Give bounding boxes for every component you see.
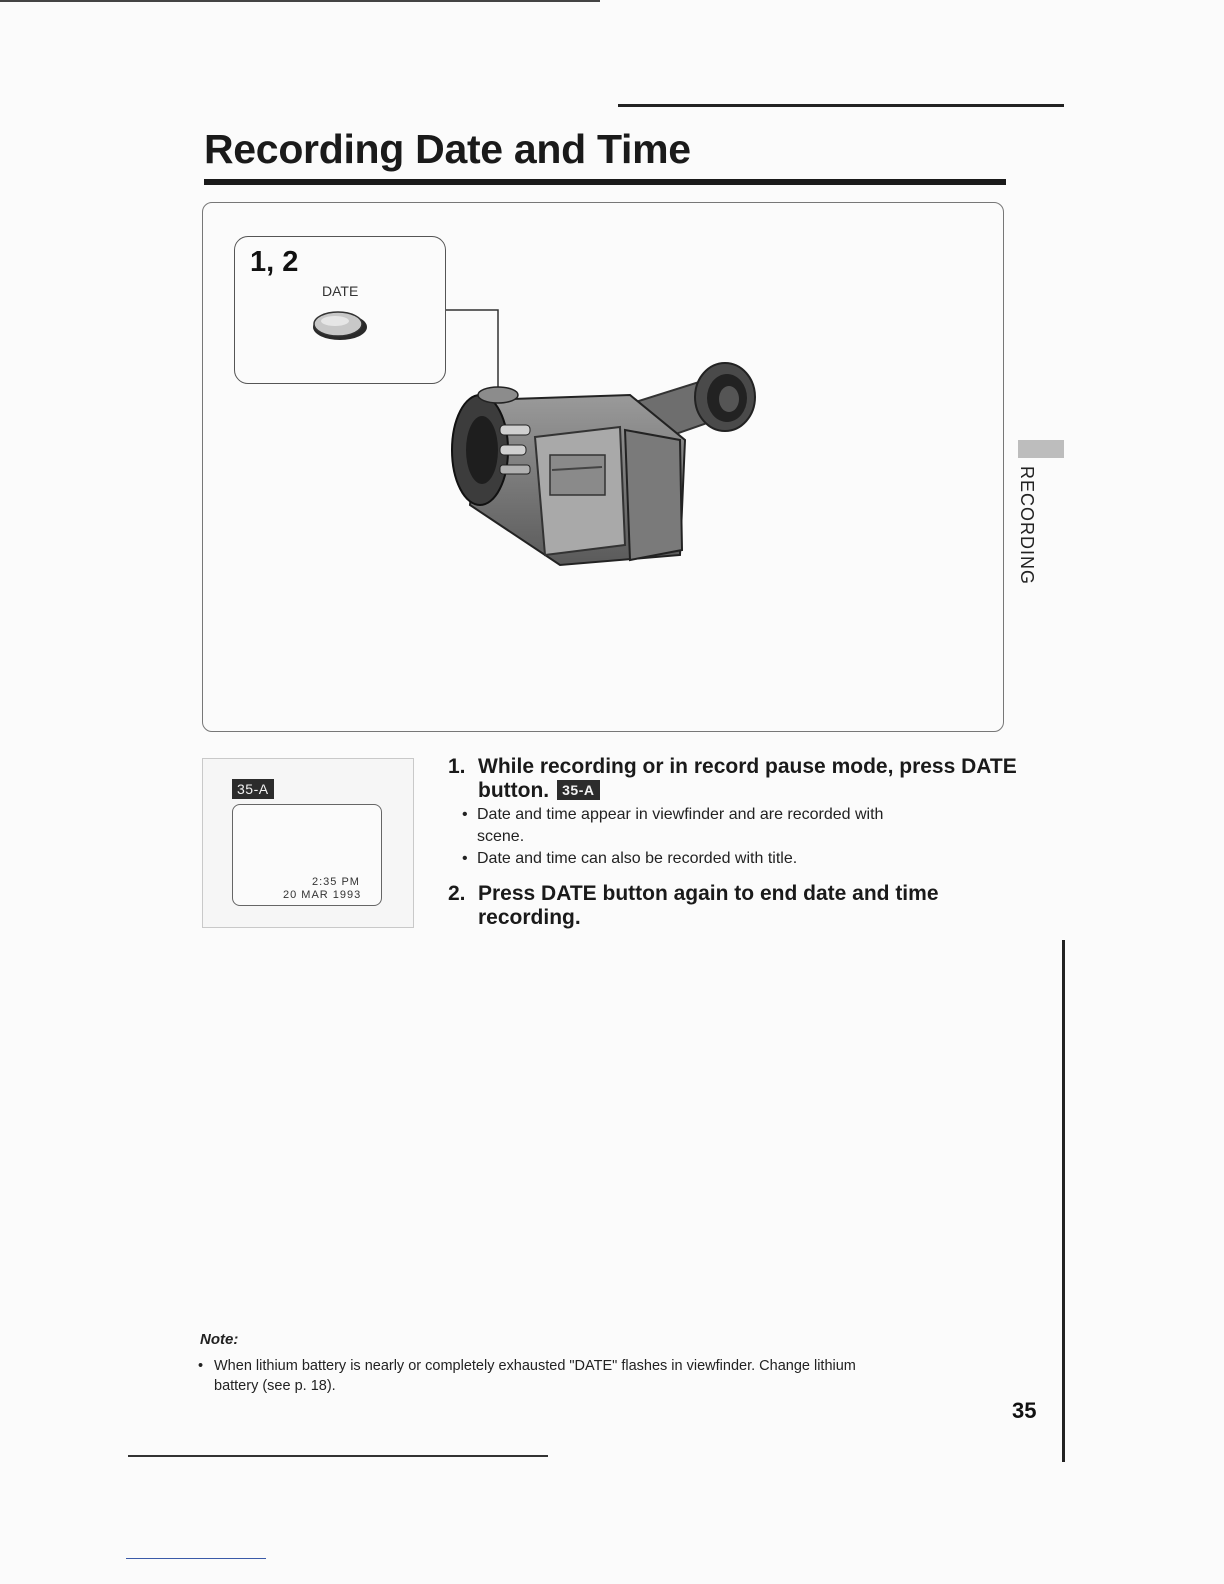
title-underline (204, 179, 1006, 185)
bullet-1-line-2: scene. (477, 828, 525, 845)
step-1-text (478, 755, 1018, 803)
bullet-dot: • (462, 806, 468, 823)
bullet-1-line-1: Date and time appear in viewfinder and are recorded with (477, 806, 884, 823)
section-tab-marker (1018, 440, 1064, 458)
step-2-number: 2. (448, 882, 466, 905)
page-title: Recording Date and Time (204, 126, 691, 172)
top-edge-rule (0, 0, 600, 2)
footer-rule (126, 1558, 266, 1559)
viewfinder-figure-badge: 35-A (232, 779, 274, 799)
bullet-dot: • (462, 850, 468, 867)
note-bullet-dot: • (198, 1358, 204, 1374)
camcorder-illustration (440, 355, 770, 595)
page-number: 35 (1012, 1398, 1037, 1423)
note-line-1: When lithium battery is nearly or completely exhausted "DATE" flashes in viewfinder. Change lithium (214, 1358, 856, 1374)
note-body (198, 1356, 998, 1396)
callout-step-numbers: 1, 2 (250, 246, 299, 278)
date-button-label: DATE (322, 283, 359, 299)
step-2-text: Press DATE button again to end date and time recording. (478, 882, 939, 929)
step-1-instruction: While recording or in record pause mode, press DATE button. (478, 755, 1017, 802)
step-1-bullet-2 (462, 848, 982, 870)
bullet-2-line-1: Date and time can also be recorded with title. (477, 850, 798, 867)
header-rule (618, 104, 1064, 107)
step-1-figure-badge: 35-A (557, 780, 599, 800)
section-tab-label: RECORDING (1017, 466, 1037, 586)
date-button-icon (311, 308, 369, 342)
note-title: Note: (200, 1331, 239, 1348)
step-1-bullet-1 (462, 804, 982, 848)
right-margin-rule (1062, 940, 1065, 1462)
bottom-rule (128, 1455, 548, 1457)
note-line-2: battery (see p. 18). (214, 1378, 336, 1394)
viewfinder-time: 2:35 PM (312, 876, 360, 888)
viewfinder-date: 20 MAR 1993 (283, 889, 362, 901)
step-1-number: 1. (448, 755, 466, 778)
